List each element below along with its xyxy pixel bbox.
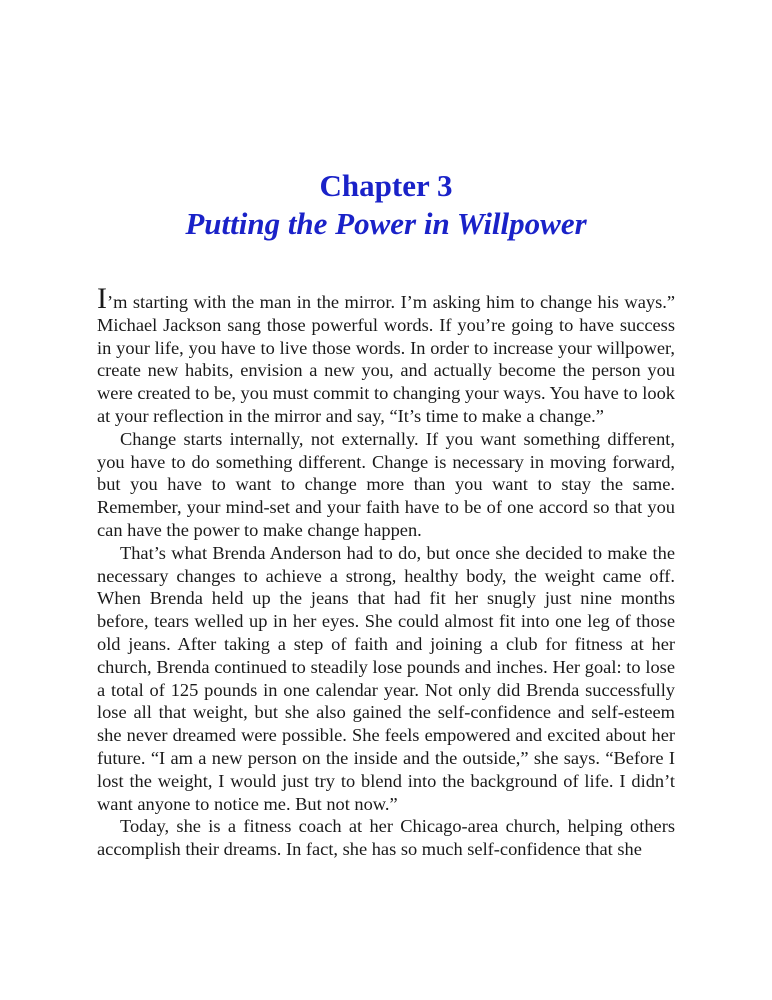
drop-initial: I [97,282,107,315]
chapter-body [97,282,675,861]
chapter-number: Chapter 3 [319,168,453,203]
paragraph-4: Today, she is a fitness coach at her Chicago-area church, helping others accomplish their dreams. In fact, she has so much self-confidence that she [97,816,675,860]
paragraph-3: That’s what Brenda Anderson had to do, but once she decided to make the necessary changes to achieve a strong, healthy body, the weight came off. When Brenda held up the jeans that had fit her snugly just nine months before, tears welled up in her eyes. She could almost fit into one leg of those old jeans. After taking a step of faith and joining a club for fitness at her church, Brenda continued to steadily lose pounds and inches. Her goal: to lose a total of 125 pounds in one calendar year. Not only did Brenda successfully lose all that weight, but she also gained the self-confidence and self-esteem she never dreamed were possible. She feels empowered and excited about her future. “I am a new person on the inside and the outside,” she says. “Before I lost the weight, I would just try to blend into the background of life. I didn’t want anyone to notice me. But not now.” [97,542,675,814]
paragraph-2: Change starts internally, not externally. If you want something different, you have to do something different. Change is necessary in moving forward, but you have to want to change more than you want to stay the same. Remember, your mind-set and your faith have to be of one accord so that you can have the power to make change happen. [97,428,675,540]
chapter-title: Putting the Power in Willpower [185,206,587,241]
paragraph-1-text: ’m starting with the man in the mirror. I’m asking him to change his ways.” Michael Jackson sang those powerful words. If you’re going to have success in your life, you have to live those words. In order to increase your willpower, create new habits, envision a new you, and actually become the person you were created to be, you must commit to changing your ways. You have to look at your reflection in the mirror and say, “It’s time to make a change.” [97,292,675,426]
chapter-heading [0,168,772,242]
paragraph-1 [97,282,675,428]
